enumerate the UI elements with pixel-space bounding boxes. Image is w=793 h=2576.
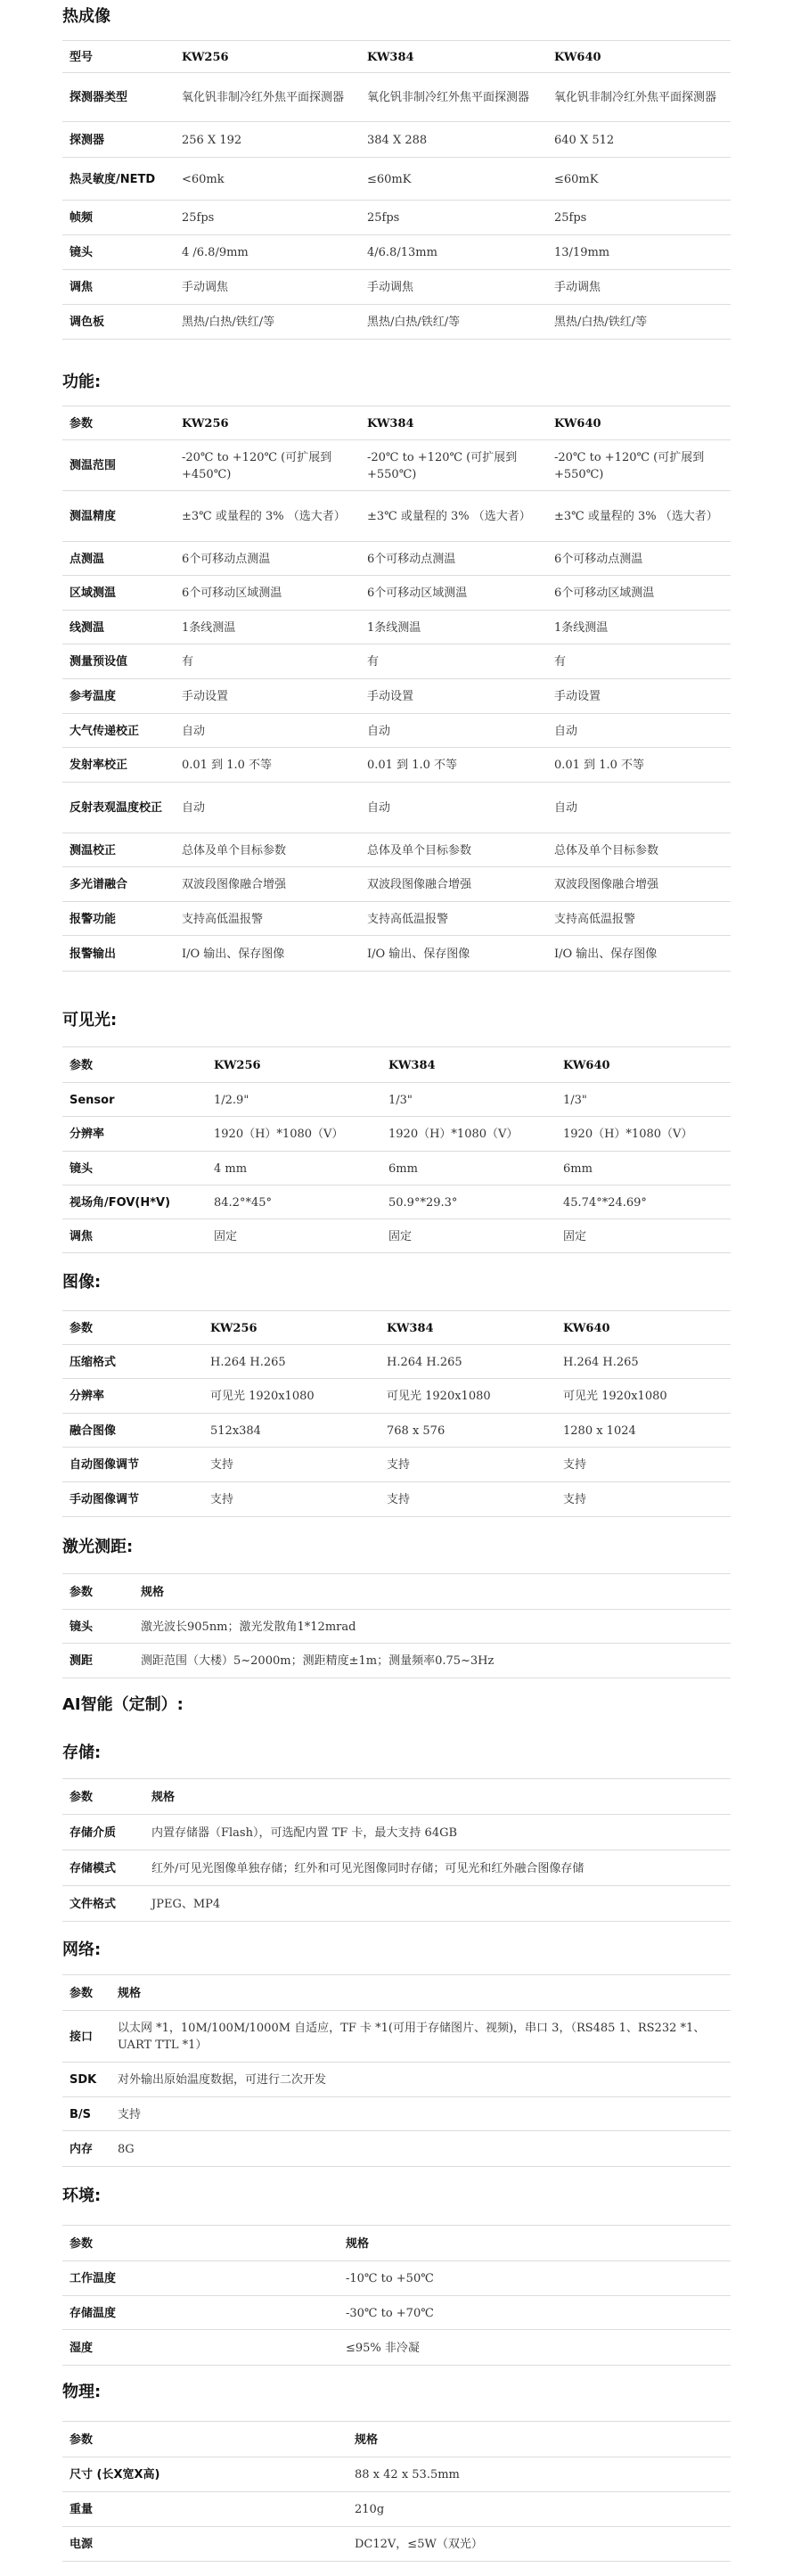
spec-value: 自动 bbox=[360, 714, 547, 748]
laser-header-row bbox=[62, 1574, 731, 1610]
spec-value: 黑热/白热/铁红/等 bbox=[175, 305, 360, 340]
table-row bbox=[62, 2527, 731, 2562]
spec-value: 总体及单个目标参数 bbox=[547, 833, 731, 867]
spec-value: I/O 输出、保存图像 bbox=[175, 936, 360, 972]
header-cell: 型号 bbox=[62, 41, 175, 73]
spec-value: 6mm bbox=[381, 1152, 556, 1185]
header-cell: KW256 bbox=[207, 1047, 381, 1083]
spec-value: 1条线测温 bbox=[175, 611, 360, 644]
table-row bbox=[62, 576, 731, 611]
section-title-environment: 环境: bbox=[62, 2186, 102, 2205]
spec-value: 13/19mm bbox=[547, 235, 731, 270]
environment-header-row bbox=[62, 2226, 731, 2261]
table-row bbox=[62, 122, 731, 158]
spec-value: 384 X 288 bbox=[360, 122, 547, 158]
spec-value: 支持 bbox=[380, 1448, 556, 1482]
storage-header-row bbox=[62, 1779, 731, 1815]
table-row bbox=[62, 644, 731, 679]
section-title-network: 网络: bbox=[62, 1940, 102, 1959]
visible-header-row bbox=[62, 1047, 731, 1083]
table-row bbox=[62, 73, 731, 122]
param-label: 区域测温 bbox=[62, 576, 175, 611]
spec-value: 4/6.8/13mm bbox=[360, 235, 547, 270]
table-row bbox=[62, 1345, 731, 1379]
section-title-image: 图像: bbox=[62, 1273, 102, 1292]
spec-value: 手动设置 bbox=[360, 679, 547, 714]
table-row bbox=[62, 158, 731, 201]
header-cell: KW640 bbox=[556, 1047, 731, 1083]
spec-value: 以太网 *1，10M/100M/1000M 自适应，TF 卡 *1(可用于存储图片、视频)，串口 3，（RS485 1、RS232 *1、UART TTL *1） bbox=[110, 2011, 731, 2063]
table-row bbox=[62, 491, 731, 542]
header-cell: KW384 bbox=[381, 1047, 556, 1083]
param-label: 帧频 bbox=[62, 201, 175, 235]
spec-value: 手动调焦 bbox=[360, 270, 547, 305]
param-label: Sensor bbox=[62, 1083, 207, 1117]
header-cell: KW640 bbox=[547, 41, 731, 73]
table-row bbox=[62, 2457, 731, 2492]
param-label: 线测温 bbox=[62, 611, 175, 644]
spec-value: 1条线测温 bbox=[547, 611, 731, 644]
section-title-visible: 可见光: bbox=[62, 1011, 118, 1030]
param-label: 存储温度 bbox=[62, 2296, 339, 2330]
section-title-thermal: 热成像 bbox=[62, 7, 110, 26]
table-row bbox=[62, 1083, 731, 1117]
header-cell: 规格 bbox=[144, 1779, 731, 1815]
spec-value: 黑热/白热/铁红/等 bbox=[360, 305, 547, 340]
physical-header-row bbox=[62, 2422, 731, 2457]
spec-value: 有 bbox=[360, 644, 547, 679]
param-label: 镜头 bbox=[62, 235, 175, 270]
spec-value: 双波段图像融合增强 bbox=[175, 867, 360, 902]
spec-value: 210g bbox=[347, 2492, 731, 2527]
param-label: 点测温 bbox=[62, 542, 175, 576]
table-row bbox=[62, 1815, 731, 1850]
spec-value: 6个可移动区域测温 bbox=[360, 576, 547, 611]
spec-value: 手动设置 bbox=[547, 679, 731, 714]
spec-value: 1920（H）*1080（V） bbox=[207, 1117, 381, 1152]
spec-value: 支持 bbox=[110, 2097, 731, 2131]
spec-value: ±3℃ 或量程的 3% （选大者） bbox=[175, 491, 360, 542]
spec-value: I/O 输出、保存图像 bbox=[547, 936, 731, 972]
table-row bbox=[62, 440, 731, 491]
param-label: 报警输出 bbox=[62, 936, 175, 972]
section-title-storage: 存储: bbox=[62, 1743, 102, 1762]
table-row bbox=[62, 1482, 731, 1517]
table-row bbox=[62, 936, 731, 972]
table-row bbox=[62, 1610, 731, 1644]
param-label: 分辨率 bbox=[62, 1117, 207, 1152]
thermal-spec-table bbox=[62, 40, 731, 340]
spec-value: 手动调焦 bbox=[175, 270, 360, 305]
spec-value: 0.01 到 1.0 不等 bbox=[547, 748, 731, 783]
spec-value: 支持 bbox=[556, 1482, 731, 1517]
spec-value: 固定 bbox=[381, 1219, 556, 1253]
header-cell: KW256 bbox=[175, 41, 360, 73]
spec-value: 支持高低温报警 bbox=[547, 902, 731, 936]
spec-value: 总体及单个目标参数 bbox=[175, 833, 360, 867]
param-label: 调焦 bbox=[62, 270, 175, 305]
header-cell: 规格 bbox=[339, 2226, 731, 2261]
param-label: 融合图像 bbox=[62, 1414, 203, 1448]
spec-value: 支持高低温报警 bbox=[175, 902, 360, 936]
spec-value: H.264 H.265 bbox=[556, 1345, 731, 1379]
spec-value: 双波段图像融合增强 bbox=[360, 867, 547, 902]
spec-value: 氧化钒非制冷红外焦平面探测器 bbox=[360, 73, 547, 122]
thermal-header-row bbox=[62, 41, 731, 73]
header-cell: 参数 bbox=[62, 406, 175, 440]
table-row bbox=[62, 2097, 731, 2131]
table-row bbox=[62, 235, 731, 270]
spec-value: 内置存储器（Flash），可选配内置 TF 卡，最大支持 64GB bbox=[144, 1815, 731, 1850]
spec-value: 黑热/白热/铁红/等 bbox=[547, 305, 731, 340]
table-row bbox=[62, 2492, 731, 2527]
function-header-row bbox=[62, 406, 731, 440]
header-cell: 参数 bbox=[62, 2226, 339, 2261]
param-label: 参考温度 bbox=[62, 679, 175, 714]
spec-value: 氧化钒非制冷红外焦平面探测器 bbox=[175, 73, 360, 122]
header-cell: 参数 bbox=[62, 2422, 347, 2457]
header-cell: KW640 bbox=[547, 406, 731, 440]
storage-spec-table bbox=[62, 1778, 731, 1922]
spec-value: 6个可移动点测温 bbox=[360, 542, 547, 576]
header-cell: 参数 bbox=[62, 1975, 110, 2011]
param-label: 电源 bbox=[62, 2527, 347, 2562]
spec-value: 可见光 1920x1080 bbox=[380, 1379, 556, 1414]
table-row bbox=[62, 2330, 731, 2366]
spec-value: 固定 bbox=[207, 1219, 381, 1253]
spec-value: 1920（H）*1080（V） bbox=[556, 1117, 731, 1152]
spec-value: 支持 bbox=[203, 1482, 380, 1517]
spec-value: 可见光 1920x1080 bbox=[203, 1379, 380, 1414]
param-label: 文件格式 bbox=[62, 1886, 144, 1922]
param-label: B/S bbox=[62, 2097, 110, 2131]
header-cell: 规格 bbox=[110, 1975, 731, 2011]
param-label: 镜头 bbox=[62, 1610, 134, 1644]
table-row bbox=[62, 542, 731, 576]
spec-value: <60mk bbox=[175, 158, 360, 201]
table-row bbox=[62, 1448, 731, 1482]
header-cell: 参数 bbox=[62, 1779, 144, 1815]
param-label: 存储介质 bbox=[62, 1815, 144, 1850]
table-row bbox=[62, 2261, 731, 2296]
header-cell: KW384 bbox=[360, 41, 547, 73]
visible-spec-table bbox=[62, 1046, 731, 1253]
spec-value: -20℃ to +120℃ (可扩展到+550℃) bbox=[547, 440, 731, 491]
param-label: 探测器类型 bbox=[62, 73, 175, 122]
image-spec-table bbox=[62, 1310, 731, 1517]
spec-value: 1/3" bbox=[556, 1083, 731, 1117]
table-row bbox=[62, 1379, 731, 1414]
spec-value: 有 bbox=[547, 644, 731, 679]
table-row bbox=[62, 611, 731, 644]
spec-value: 可见光 1920x1080 bbox=[556, 1379, 731, 1414]
function-spec-table bbox=[62, 406, 731, 972]
spec-value: 支持 bbox=[203, 1448, 380, 1482]
param-label: 视场角/FOV(H*V) bbox=[62, 1185, 207, 1219]
param-label: 探测器 bbox=[62, 122, 175, 158]
header-cell: KW256 bbox=[175, 406, 360, 440]
network-header-row bbox=[62, 1975, 731, 2011]
spec-value: -20℃ to +120℃ (可扩展到+450℃) bbox=[175, 440, 360, 491]
table-row bbox=[62, 1644, 731, 1678]
header-cell: KW640 bbox=[556, 1311, 731, 1345]
spec-value: ±3℃ 或量程的 3% （选大者） bbox=[547, 491, 731, 542]
spec-value: 自动 bbox=[547, 783, 731, 833]
spec-value: 6个可移动点测温 bbox=[175, 542, 360, 576]
table-row bbox=[62, 1117, 731, 1152]
spec-value: ≤60mK bbox=[360, 158, 547, 201]
laser-spec-table bbox=[62, 1573, 731, 1678]
header-cell: 参数 bbox=[62, 1047, 207, 1083]
spec-value: 25fps bbox=[175, 201, 360, 235]
spec-value: 768 x 576 bbox=[380, 1414, 556, 1448]
table-row bbox=[62, 270, 731, 305]
section-title-laser: 激光测距: bbox=[62, 1538, 134, 1556]
table-row bbox=[62, 1414, 731, 1448]
spec-value: 红外/可见光图像单独存储；红外和可见光图像同时存储；可见光和红外融合图像存储 bbox=[144, 1850, 731, 1886]
table-row bbox=[62, 833, 731, 867]
table-row bbox=[62, 1152, 731, 1185]
param-label: 测量预设值 bbox=[62, 644, 175, 679]
table-row bbox=[62, 1850, 731, 1886]
spec-value: 手动调焦 bbox=[547, 270, 731, 305]
spec-value: JPEG、MP4 bbox=[144, 1886, 731, 1922]
spec-value: 1/3" bbox=[381, 1083, 556, 1117]
table-row bbox=[62, 305, 731, 340]
param-label: 大气传递校正 bbox=[62, 714, 175, 748]
network-spec-table bbox=[62, 1974, 731, 2167]
spec-value: 640 X 512 bbox=[547, 122, 731, 158]
param-label: 镜头 bbox=[62, 1152, 207, 1185]
physical-spec-table bbox=[62, 2421, 731, 2562]
spec-value: 25fps bbox=[547, 201, 731, 235]
spec-value: 88 x 42 x 53.5mm bbox=[347, 2457, 731, 2492]
spec-value: 512x384 bbox=[203, 1414, 380, 1448]
spec-value: 有 bbox=[175, 644, 360, 679]
param-label: 热灵敏度/NETD bbox=[62, 158, 175, 201]
param-label: 反射表观温度校正 bbox=[62, 783, 175, 833]
spec-value: 激光波长905nm；激光发散角1*12mrad bbox=[134, 1610, 731, 1644]
spec-value: 自动 bbox=[360, 783, 547, 833]
spec-value: 总体及单个目标参数 bbox=[360, 833, 547, 867]
spec-value: -10℃ to +50℃ bbox=[339, 2261, 731, 2296]
param-label: 分辨率 bbox=[62, 1379, 203, 1414]
spec-value: 双波段图像融合增强 bbox=[547, 867, 731, 902]
spec-value: 支持高低温报警 bbox=[360, 902, 547, 936]
spec-value: 1/2.9" bbox=[207, 1083, 381, 1117]
header-cell: 参数 bbox=[62, 1574, 134, 1610]
spec-value: I/O 输出、保存图像 bbox=[360, 936, 547, 972]
header-cell: KW384 bbox=[380, 1311, 556, 1345]
table-row bbox=[62, 2131, 731, 2167]
spec-value: 支持 bbox=[556, 1448, 731, 1482]
table-row bbox=[62, 2011, 731, 2063]
param-label: 重量 bbox=[62, 2492, 347, 2527]
table-row bbox=[62, 902, 731, 936]
param-label: 调色板 bbox=[62, 305, 175, 340]
table-row bbox=[62, 1219, 731, 1253]
param-label: 压缩格式 bbox=[62, 1345, 203, 1379]
param-label: 接口 bbox=[62, 2011, 110, 2063]
param-label: 测温精度 bbox=[62, 491, 175, 542]
param-label: 内存 bbox=[62, 2131, 110, 2167]
param-label: 尺寸 (长X宽X高) bbox=[62, 2457, 347, 2492]
param-label: 测温范围 bbox=[62, 440, 175, 491]
spec-value: -30℃ to +70℃ bbox=[339, 2296, 731, 2330]
param-label: 存储模式 bbox=[62, 1850, 144, 1886]
spec-value: 6个可移动区域测温 bbox=[175, 576, 360, 611]
spec-value: 1280 x 1024 bbox=[556, 1414, 731, 1448]
spec-value: 自动 bbox=[175, 714, 360, 748]
param-label: 发射率校正 bbox=[62, 748, 175, 783]
image-header-row bbox=[62, 1311, 731, 1345]
spec-value: 50.9°*29.3° bbox=[381, 1185, 556, 1219]
param-label: 测温校正 bbox=[62, 833, 175, 867]
param-label: SDK bbox=[62, 2063, 110, 2097]
header-cell: 规格 bbox=[134, 1574, 731, 1610]
section-title-physical: 物理: bbox=[62, 2383, 102, 2401]
spec-value: 0.01 到 1.0 不等 bbox=[360, 748, 547, 783]
param-label: 多光谱融合 bbox=[62, 867, 175, 902]
spec-value: ±3℃ 或量程的 3% （选大者） bbox=[360, 491, 547, 542]
spec-value: 1条线测温 bbox=[360, 611, 547, 644]
header-cell: KW256 bbox=[203, 1311, 380, 1345]
table-row bbox=[62, 714, 731, 748]
spec-value: H.264 H.265 bbox=[203, 1345, 380, 1379]
table-row bbox=[62, 2063, 731, 2097]
spec-value: 8G bbox=[110, 2131, 731, 2167]
spec-value: 6个可移动点测温 bbox=[547, 542, 731, 576]
spec-value: 4 /6.8/9mm bbox=[175, 235, 360, 270]
spec-value: 氧化钒非制冷红外焦平面探测器 bbox=[547, 73, 731, 122]
param-label: 工作温度 bbox=[62, 2261, 339, 2296]
table-row bbox=[62, 201, 731, 235]
table-row bbox=[62, 748, 731, 783]
param-label: 湿度 bbox=[62, 2330, 339, 2366]
spec-value: 手动设置 bbox=[175, 679, 360, 714]
table-row bbox=[62, 783, 731, 833]
spec-value: 固定 bbox=[556, 1219, 731, 1253]
spec-value: 4 mm bbox=[207, 1152, 381, 1185]
spec-value: 1920（H）*1080（V） bbox=[381, 1117, 556, 1152]
section-title-function: 功能: bbox=[62, 373, 102, 391]
spec-value: ≤95% 非冷凝 bbox=[339, 2330, 731, 2366]
spec-value: H.264 H.265 bbox=[380, 1345, 556, 1379]
spec-value: 6mm bbox=[556, 1152, 731, 1185]
spec-value: -20℃ to +120℃ (可扩展到+550℃) bbox=[360, 440, 547, 491]
param-label: 自动图像调节 bbox=[62, 1448, 203, 1482]
spec-value: 45.74°*24.69° bbox=[556, 1185, 731, 1219]
spec-value: ≤60mK bbox=[547, 158, 731, 201]
table-row bbox=[62, 1886, 731, 1922]
table-row bbox=[62, 679, 731, 714]
header-cell: 参数 bbox=[62, 1311, 203, 1345]
spec-value: 6个可移动区域测温 bbox=[547, 576, 731, 611]
table-row bbox=[62, 867, 731, 902]
param-label: 报警功能 bbox=[62, 902, 175, 936]
spec-value: 25fps bbox=[360, 201, 547, 235]
spec-value: 对外输出原始温度数据，可进行二次开发 bbox=[110, 2063, 731, 2097]
param-label: 调焦 bbox=[62, 1219, 207, 1253]
section-title-ai: AI智能（定制）: bbox=[62, 1695, 184, 1714]
param-label: 测距 bbox=[62, 1644, 134, 1678]
header-cell: 规格 bbox=[347, 2422, 731, 2457]
param-label: 手动图像调节 bbox=[62, 1482, 203, 1517]
table-row bbox=[62, 2296, 731, 2330]
spec-value: 测距范围（大楼）5~2000m；测距精度±1m；测量频率0.75~3Hz bbox=[134, 1644, 731, 1678]
header-cell: KW384 bbox=[360, 406, 547, 440]
spec-value: 0.01 到 1.0 不等 bbox=[175, 748, 360, 783]
spec-value: 支持 bbox=[380, 1482, 556, 1517]
spec-value: DC12V，≤5W（双光） bbox=[347, 2527, 731, 2562]
spec-value: 84.2°*45° bbox=[207, 1185, 381, 1219]
table-row bbox=[62, 1185, 731, 1219]
spec-value: 自动 bbox=[547, 714, 731, 748]
spec-value: 256 X 192 bbox=[175, 122, 360, 158]
spec-value: 自动 bbox=[175, 783, 360, 833]
environment-spec-table bbox=[62, 2225, 731, 2366]
